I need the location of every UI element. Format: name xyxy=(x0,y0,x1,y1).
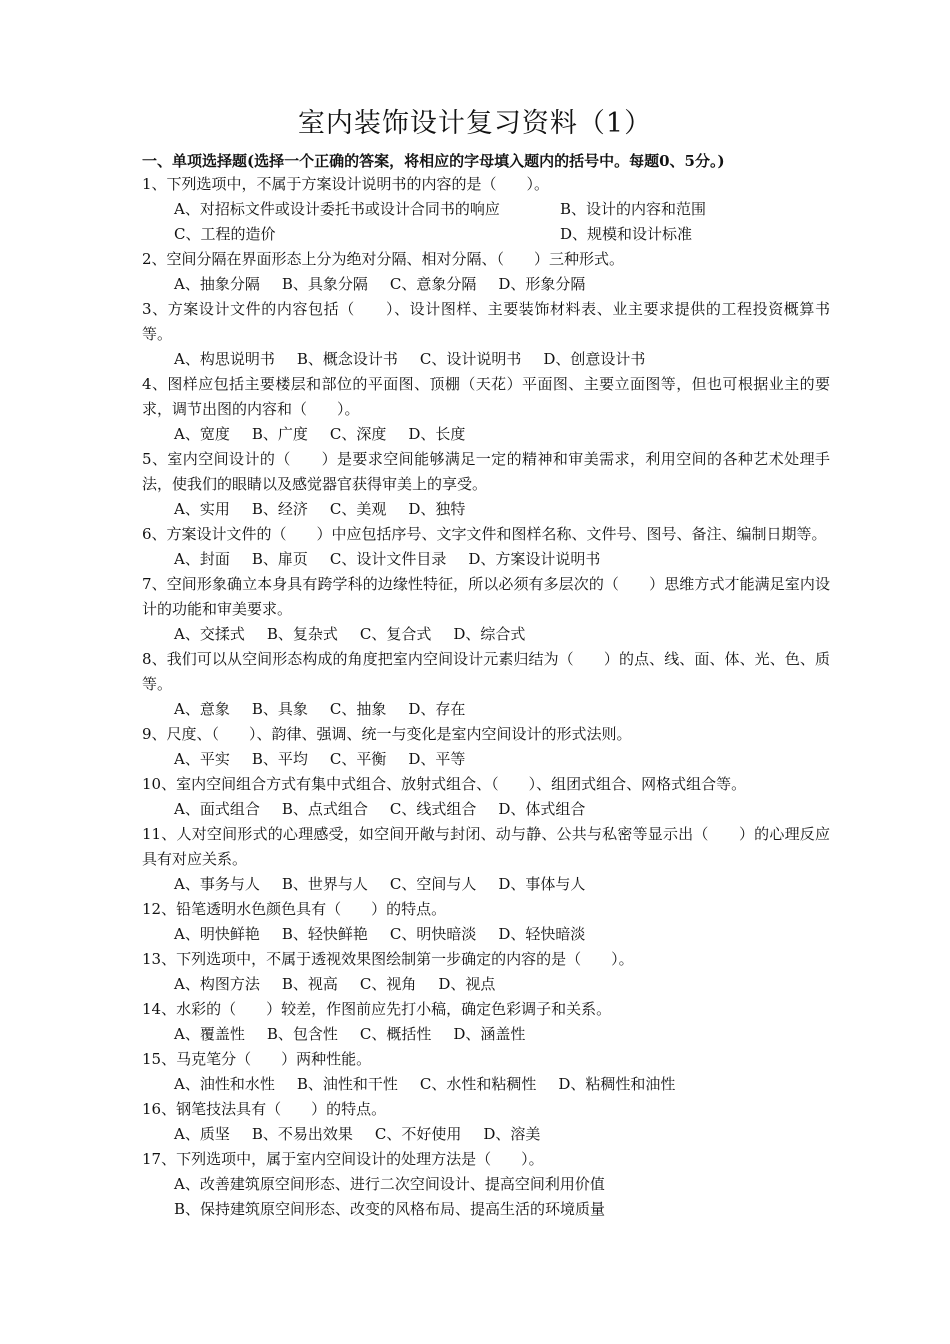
answer-option: A、改善建筑原空间形态、进行二次空间设计、提高空间利用价值 xyxy=(174,1175,605,1193)
answer-option: A、事务与人 xyxy=(174,875,260,893)
question-item xyxy=(142,447,830,522)
option-row xyxy=(174,422,830,447)
question-item xyxy=(142,772,830,822)
answer-option: A、实用 xyxy=(174,500,230,518)
answer-option: D、存在 xyxy=(408,700,466,718)
option-row xyxy=(174,1022,830,1047)
answer-option: A、交揉式 xyxy=(174,625,245,643)
option-row xyxy=(174,697,830,722)
option-row xyxy=(174,197,830,222)
answer-option: D、粘稠性和油性 xyxy=(558,1075,676,1093)
option-row xyxy=(174,1072,830,1097)
question-text: 4、图样应包括主要楼层和部位的平面图、顶棚（天花）平面图、主要立面图等，但也可根据业主的要求，调节出图的内容和（ ）。 xyxy=(142,375,830,418)
answer-option: A、意象 xyxy=(174,700,230,718)
question-item xyxy=(142,372,830,447)
question-text: 7、空间形象确立本身具有跨学科的边缘性特征，所以必须有多层次的（ ）思维方式才能满足室内设计的功能和审美要求。 xyxy=(142,575,830,618)
answer-option: C、空间与人 xyxy=(389,875,477,893)
question-text: 12、铅笔透明水色颜色具有（ ）的特点。 xyxy=(142,900,447,918)
answer-option: A、封面 xyxy=(174,550,230,568)
answer-option: A、抽象分隔 xyxy=(174,275,260,293)
option-row xyxy=(174,547,830,572)
question-text: 14、水彩的（ ）较差，作图前应先打小稿，确定色彩调子和关系。 xyxy=(142,1000,612,1018)
question-item xyxy=(142,247,830,297)
question-text: 9、尺度、（ ）、韵律、强调、统一与变化是室内空间设计的形式法则。 xyxy=(142,725,632,743)
answer-option: C、线式组合 xyxy=(389,800,477,818)
answer-option: B、不易出效果 xyxy=(251,1125,353,1143)
answer-option: C、水性和粘稠性 xyxy=(419,1075,537,1093)
answer-option: B、具象分隔 xyxy=(281,275,368,293)
answer-option: B、世界与人 xyxy=(281,875,368,893)
question-item xyxy=(142,1047,830,1097)
question-item xyxy=(142,297,830,372)
answer-option: D、轻快暗淡 xyxy=(498,925,586,943)
answer-option: D、涵盖性 xyxy=(453,1025,526,1043)
answer-option: A、构思说明书 xyxy=(174,350,275,368)
answer-option: C、平衡 xyxy=(329,750,387,768)
answer-option: C、视角 xyxy=(359,975,417,993)
answer-option: C、设计文件目录 xyxy=(329,550,447,568)
answer-option: C、明快暗淡 xyxy=(389,925,477,943)
question-text: 2、空间分隔在界面形态上分为绝对分隔、相对分隔、（ ）三种形式。 xyxy=(142,250,625,268)
answer-option: D、形象分隔 xyxy=(498,275,586,293)
answer-option: C、深度 xyxy=(329,425,387,443)
question-item xyxy=(142,897,830,947)
answer-option: C、抽象 xyxy=(329,700,387,718)
answer-option: A、油性和水性 xyxy=(174,1075,275,1093)
answer-option: B、平均 xyxy=(251,750,308,768)
answer-option: A、平实 xyxy=(174,750,230,768)
answer-option: D、创意设计书 xyxy=(543,350,646,368)
option-row xyxy=(174,872,830,897)
question-text: 3、方案设计文件的内容包括（ ）、设计图样、主要装饰材料表、业主要求提供的工程投资概算书等。 xyxy=(142,300,830,343)
answer-option: A、构图方法 xyxy=(174,975,260,993)
question-text: 13、下列选项中，不属于透视效果图绘制第一步确定的内容的是（ ）。 xyxy=(142,950,634,968)
option-row xyxy=(174,622,830,647)
answer-option: C、意象分隔 xyxy=(389,275,477,293)
question-item xyxy=(142,1097,830,1147)
document-title: 室内装饰设计复习资料（1） xyxy=(297,108,653,139)
question-item xyxy=(142,947,830,997)
answer-option: A、对招标文件或设计委托书或设计合同书的响应 xyxy=(174,200,500,218)
question-text: 11、人对空间形式的心理感受，如空间开敞与封闭、动与静、公共与私密等显示出（ ）的心理反应具有对应关系。 xyxy=(142,825,830,868)
question-list xyxy=(142,172,830,1222)
question-text: 6、方案设计文件的（ ）中应包括序号、文字文件和图样名称、文件号、图号、备注、编制日期等。 xyxy=(142,525,827,543)
answer-option: B、经济 xyxy=(251,500,308,518)
answer-option: A、质坚 xyxy=(174,1125,230,1143)
answer-option: C、不好使用 xyxy=(374,1125,462,1143)
answer-option: B、概念设计书 xyxy=(296,350,398,368)
answer-option: B、视高 xyxy=(281,975,338,993)
answer-option: B、包含性 xyxy=(266,1025,338,1043)
answer-option: D、规模和设计标准 xyxy=(560,225,693,243)
question-text: 16、钢笔技法具有（ ）的特点。 xyxy=(142,1100,387,1118)
answer-option: B、广度 xyxy=(251,425,308,443)
answer-option: B、轻快鲜艳 xyxy=(281,925,368,943)
answer-option: C、美观 xyxy=(329,500,387,518)
answer-option: B、设计的内容和范围 xyxy=(560,200,707,218)
question-text: 17、下列选项中，属于室内空间设计的处理方法是（ ）。 xyxy=(142,1150,544,1168)
question-item xyxy=(142,572,830,647)
answer-option: D、长度 xyxy=(408,425,466,443)
answer-option: A、面式组合 xyxy=(174,800,260,818)
question-text: 10、室内空间组合方式有集中式组合、放射式组合、（ ）、组团式组合、网格式组合等。 xyxy=(142,775,747,793)
answer-option: D、事体与人 xyxy=(498,875,586,893)
question-item xyxy=(142,722,830,772)
answer-option: A、覆盖性 xyxy=(174,1025,245,1043)
question-text: 5、室内空间设计的（ ）是要求空间能够满足一定的精神和审美需求，利用空间的各种艺术处理手法，使我们的眼睛以及感觉器官获得审美上的享受。 xyxy=(142,450,830,493)
option-row xyxy=(174,497,830,522)
answer-option: B、保持建筑原空间形态、改变的风格布局、提高生活的环境质量 xyxy=(174,1200,606,1218)
answer-option: D、体式组合 xyxy=(498,800,586,818)
answer-option: B、油性和干性 xyxy=(296,1075,398,1093)
answer-option: C、概括性 xyxy=(359,1025,432,1043)
answer-option: C、工程的造价 xyxy=(174,225,276,243)
answer-option: A、宽度 xyxy=(174,425,230,443)
option-row xyxy=(174,222,830,247)
answer-option: B、点式组合 xyxy=(281,800,368,818)
question-item xyxy=(142,522,830,572)
option-row xyxy=(174,1122,830,1147)
option-row xyxy=(174,922,830,947)
answer-option: D、方案设计说明书 xyxy=(468,550,601,568)
option-row xyxy=(174,347,830,372)
answer-option: B、复杂式 xyxy=(266,625,338,643)
answer-option: D、平等 xyxy=(408,750,466,768)
answer-option: B、扉页 xyxy=(251,550,308,568)
question-text: 8、我们可以从空间形态构成的角度把室内空间设计元素归结为（ ）的点、线、面、体、光、色、质等。 xyxy=(142,650,830,693)
question-item xyxy=(142,822,830,897)
option-row xyxy=(174,972,830,997)
option-row xyxy=(174,272,830,297)
question-item xyxy=(142,997,830,1047)
option-row xyxy=(174,747,830,772)
answer-option: C、复合式 xyxy=(359,625,432,643)
option-row xyxy=(174,797,830,822)
answer-option: D、综合式 xyxy=(453,625,526,643)
question-item xyxy=(142,647,830,722)
answer-option: D、溶美 xyxy=(483,1125,541,1143)
answer-option: D、视点 xyxy=(438,975,496,993)
answer-option: B、具象 xyxy=(251,700,308,718)
question-item xyxy=(142,172,830,247)
question-text: 15、马克笔分（ ）两种性能。 xyxy=(142,1050,372,1068)
question-item xyxy=(142,1147,830,1222)
question-text: 1、下列选项中，不属于方案设计说明书的内容的是（ ）。 xyxy=(142,175,550,193)
answer-option: D、独特 xyxy=(408,500,466,518)
answer-option: A、明快鲜艳 xyxy=(174,925,260,943)
section-heading: 一、单项选择题(选择一个正确的答案，将相应的字母填入题内的括号中。每题0、5分。) xyxy=(142,152,725,170)
answer-option: C、设计说明书 xyxy=(419,350,522,368)
option-row xyxy=(174,1172,830,1222)
